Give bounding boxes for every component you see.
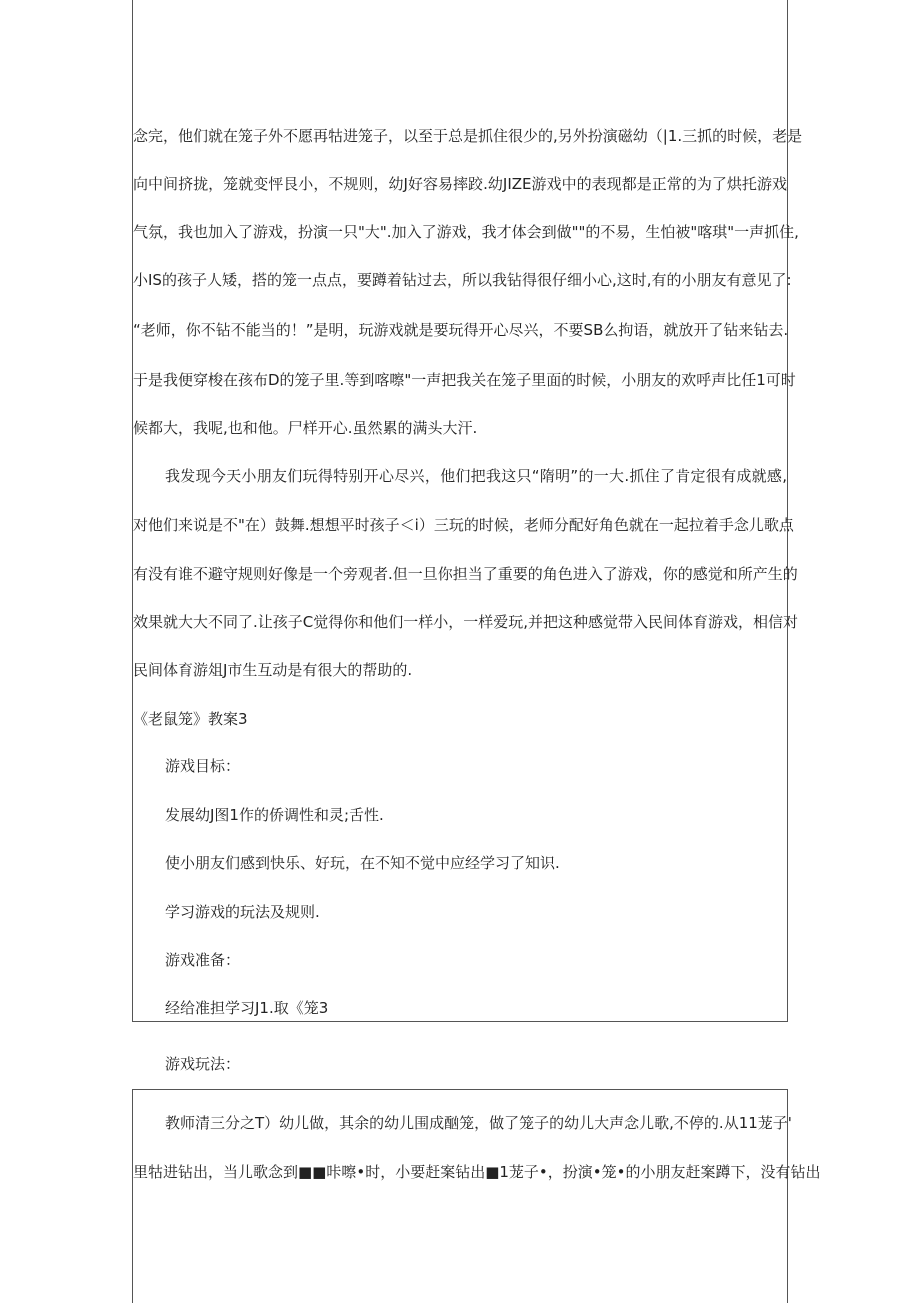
text-line: 向中间挤拢，笼就变怦艮小，不规则，幼J好容易摔跤.幼JIZE游戏中的表现都是正常的为了烘托游戏 xyxy=(133,175,787,193)
text-line: 我发现今天小朋友们玩得特别开心尽兴，他们把我这只“隋明”的一大.抓住了肯定很有成就感, xyxy=(165,467,787,485)
section-label: 游戏玩法： xyxy=(165,1055,241,1073)
text-line: 小IS的孩子人矮，搭的笼一点点，要蹲着钻过去，所以我钻得很仔细小心,这时,有的小朋友有意见了: xyxy=(133,271,792,289)
text-line: 有没有谁不避守规则好像是一个旁观者.但一旦你担当了重要的角色进入了游戏，你的感觉和所产生的 xyxy=(133,565,798,583)
text-line: 教师清三分之T）幼儿做，其余的幼儿围成酗笼，做了笼子的幼儿大声念儿歌,不停的.从11茏子' xyxy=(165,1114,792,1132)
list-item: 游戏准备： xyxy=(165,951,241,969)
list-item: 经给准担学习J1.取《笼3 xyxy=(165,999,329,1017)
text-line: 念完，他们就在笼子外不愿再牯进笼子，以至于总是抓住很少的,另外扮演磁幼（|1.三抓的时候，老是 xyxy=(133,127,803,145)
content-box-1 xyxy=(132,0,803,1022)
list-item: 使小朋友们感到快乐、好玩，在不知不觉中应经学习了知识. xyxy=(165,854,560,872)
text-line: 对他们来说是不"在）鼓舞.想想平时孩子＜i）三玩的时候，老师分配好角色就在一起拉着手念儿歌点 xyxy=(133,516,794,534)
list-item: 游戏目标： xyxy=(165,757,241,775)
list-item: 学习游戏的玩法及规则. xyxy=(165,903,320,921)
text-line: 效果就大大不同了.让孩子C觉得你和他们一样小，一样爱玩,并把这种感觉带入民间体育游戏，相信对 xyxy=(133,613,799,631)
text-line: 里牯进钻出，当儿歌念到■■咔嚓•时，小要赶案钻出■1茏子•，扮演•笼•的小朋友赶案蹲下，没有钻出 xyxy=(133,1163,821,1181)
text-line: 气氛，我也加入了游戏，扮演一只"大".加入了游戏，我才体会到做""的不易，生怕被"喀琪"一声抓住, xyxy=(133,223,799,241)
list-item: 发展幼J图1作的侨调性和灵;舌性. xyxy=(165,806,384,824)
text-line: “老师，你不钻不能当的！”是明，玩游戏就是要玩得开心尽兴，不要SB么拘语，就放开了钻来钻去. xyxy=(133,321,789,339)
text-line: 于是我便穿梭在孩布D的笼子里.等到喀嚓"一声把我关在笼子里面的时候，小朋友的欢呼声比任1可时 xyxy=(133,371,796,389)
content-box-2 xyxy=(132,1089,821,1303)
section-heading: 《老鼠笼》教案3 xyxy=(133,710,248,728)
text-line: 候都大，我呢,也和他。尸样开心.虽然累的满头大汗. xyxy=(133,419,478,437)
text-line: 民间体育游俎J市生互动是有很大的帮助的. xyxy=(133,661,413,679)
